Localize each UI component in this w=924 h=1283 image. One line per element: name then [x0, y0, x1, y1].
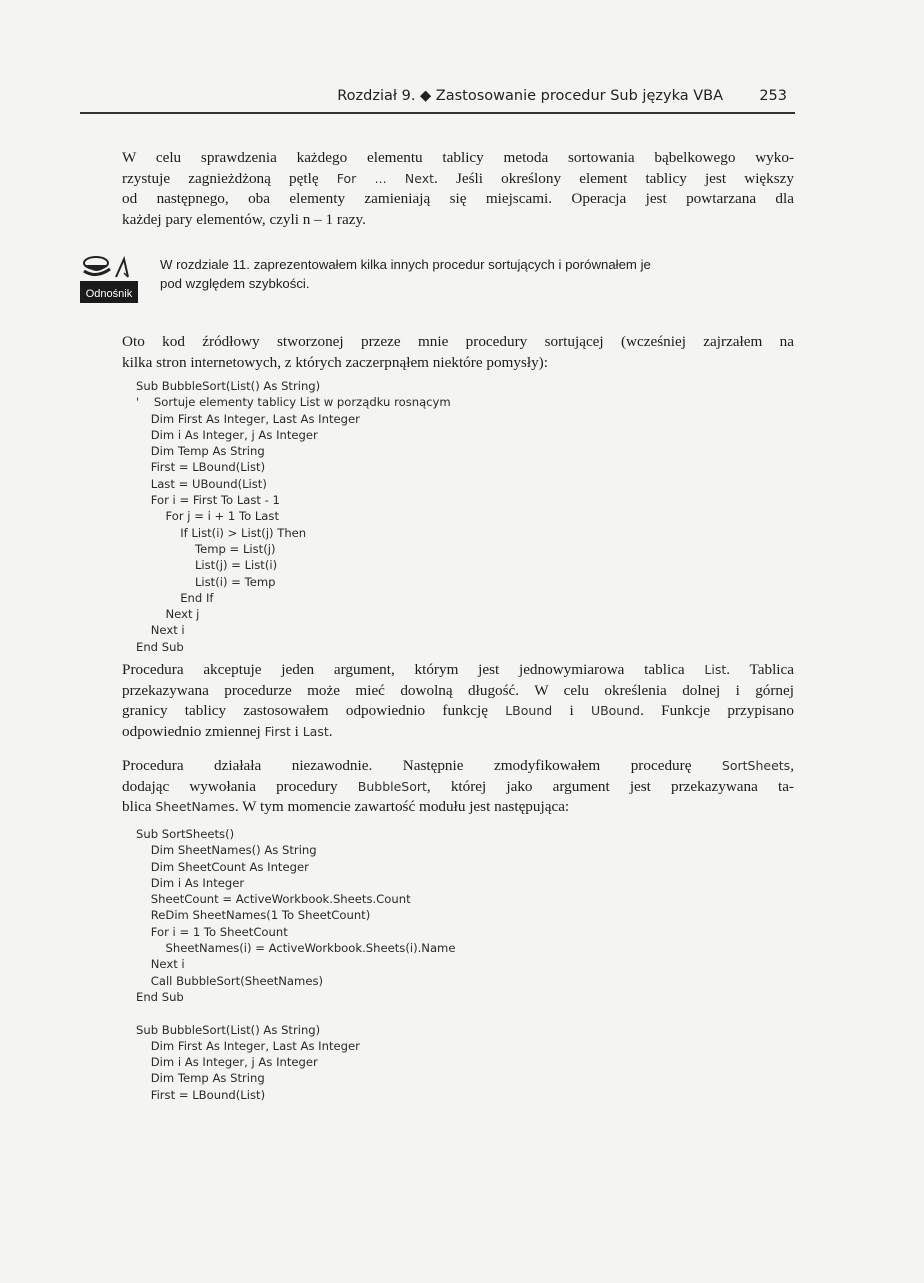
code-listing-module	[136, 826, 776, 1103]
text-run: . Tablica	[726, 661, 794, 678]
code-line: Dim Temp As String	[136, 444, 265, 459]
reference-note-text	[160, 255, 780, 293]
text-run: . Jeśli określony element tablicy jest większy	[434, 169, 794, 187]
code-line: First = LBound(List)	[136, 1087, 266, 1102]
inline-code: UBound	[590, 703, 641, 719]
text-run: . Funkcje przypisano	[640, 702, 794, 720]
inline-code: BubbleSort	[357, 778, 427, 794]
text-line	[122, 797, 794, 818]
code-line: Sub BubbleSort(List() As String)	[136, 1022, 321, 1037]
text-line	[122, 701, 794, 722]
text-line	[122, 660, 794, 681]
text-line: W celu sprawdzenia każdego elementu tablicy metoda sortowania bąbelkowego wyko-	[122, 149, 794, 166]
code-line: Dim i As Integer	[136, 875, 245, 890]
code-line: Next i	[136, 957, 185, 972]
note-line: pod względem szybkości.	[160, 276, 310, 291]
code-listing-bubblesort	[136, 378, 776, 655]
code-line: ' Sortuje elementy tablicy List w porządku rosnącym	[136, 395, 451, 410]
text-run: . W tym momencie zawartość modułu jest następująca:	[234, 798, 570, 816]
code-line: Sub SortSheets()	[136, 827, 235, 841]
text-line: każdej pary elementów, czyli n – 1 razy.	[122, 210, 366, 228]
code-line: Last = UBound(List)	[136, 476, 267, 491]
text-run: , której jako argument jest przekazywana ta-	[426, 777, 794, 795]
text-line: przekazywana procedurze może mieć dowolną długość. W celu określenia dolnej i górnej	[122, 681, 794, 699]
code-line: For i = First To Last - 1	[136, 493, 280, 508]
code-line: Next j	[136, 607, 200, 622]
code-line: Call BubbleSort(SheetNames)	[136, 973, 324, 988]
code-line: Dim SheetNames() As String	[136, 843, 317, 858]
page-number: 253	[759, 88, 787, 104]
paragraph-procedure-description	[122, 660, 794, 742]
inline-code: SortSheets	[721, 758, 791, 773]
text-run: rzystuje zagnieżdżoną pętlę	[122, 169, 337, 187]
code-line: List(j) = List(i)	[136, 558, 278, 573]
inline-code: List	[704, 662, 727, 677]
code-line: Dim First As Integer, Last As Integer	[136, 1038, 360, 1053]
text-run: .	[328, 722, 333, 740]
running-header	[120, 86, 795, 108]
text-run: i	[290, 722, 303, 740]
code-line: For i = 1 To SheetCount	[136, 924, 288, 939]
paragraph-sortsheets-modification	[122, 756, 794, 818]
code-line: End Sub	[136, 989, 184, 1004]
text-line: Oto kod źródłowy stworzonej przeze mnie procedury sortującej (wcześniej zajrzałem na	[122, 333, 794, 350]
text-line	[122, 722, 794, 743]
code-line: End If	[136, 590, 214, 605]
inline-code: Last	[302, 723, 329, 739]
code-line: Dim SheetCount As Integer	[136, 859, 309, 874]
code-line: Temp = List(j)	[136, 541, 276, 556]
reference-note-icon	[80, 249, 138, 305]
code-line: First = LBound(List)	[136, 460, 266, 475]
inline-code: SheetNames	[155, 799, 235, 815]
text-line	[122, 777, 794, 798]
text-line: kilka stron internetowych, z których zaczerpnąłem niektóre pomysły):	[122, 353, 548, 371]
chapter-title: Rozdział 9. ◆ Zastosowanie procedur Sub języka VBA	[337, 88, 723, 104]
code-line: Dim First As Integer, Last As Integer	[136, 411, 360, 426]
inline-code: For ... Next	[336, 170, 435, 186]
code-line: SheetCount = ActiveWorkbook.Sheets.Count	[136, 892, 411, 907]
code-line: Dim Temp As String	[136, 1071, 265, 1086]
text-run: blica	[122, 798, 156, 816]
inline-code: LBound	[505, 703, 553, 719]
code-line: If List(i) > List(j) Then	[136, 525, 307, 540]
text-line: od następnego, oba elementy zamieniają się miejscami. Operacja jest powtarzana dla	[122, 190, 794, 208]
text-run: granicy tablicy zastosowałem odpowiednio funkcję	[122, 702, 506, 720]
text-run: dodając wywołania procedury	[122, 777, 358, 795]
code-line: List(i) = Temp	[136, 574, 276, 589]
text-run: odpowiednio zmiennej	[122, 722, 265, 740]
inline-code: First	[264, 723, 291, 739]
code-line: For j = i + 1 To Last	[136, 509, 279, 524]
code-line	[136, 1005, 776, 1021]
reference-note-label: Odnośnik	[85, 288, 133, 300]
code-line: Sub BubbleSort(List() As String)	[136, 379, 321, 393]
header-rule	[80, 112, 795, 114]
paragraph-code-intro	[122, 332, 794, 373]
code-line: Next i	[136, 623, 185, 638]
text-run: Procedura akceptuje jeden argument, którym jest jednowymiarowa tablica	[122, 661, 705, 678]
note-line: W rozdziale 11. zaprezentowałem kilka innych procedur sortujących i porównałem je	[160, 257, 651, 272]
text-run: Procedura działała niezawodnie. Następnie zmodyfikowałem procedurę	[122, 757, 722, 774]
code-line: ReDim SheetNames(1 To SheetCount)	[136, 908, 371, 923]
code-line: Dim i As Integer, j As Integer	[136, 427, 318, 442]
code-line: SheetNames(i) = ActiveWorkbook.Sheets(i).Name	[136, 941, 456, 956]
text-line	[122, 169, 794, 190]
code-line: Dim i As Integer, j As Integer	[136, 1055, 318, 1070]
text-run: ,	[790, 757, 794, 774]
code-line: End Sub	[136, 639, 184, 654]
text-run: i	[552, 702, 591, 720]
paragraph-bubble-sort-intro	[122, 148, 794, 230]
text-line	[122, 756, 794, 777]
